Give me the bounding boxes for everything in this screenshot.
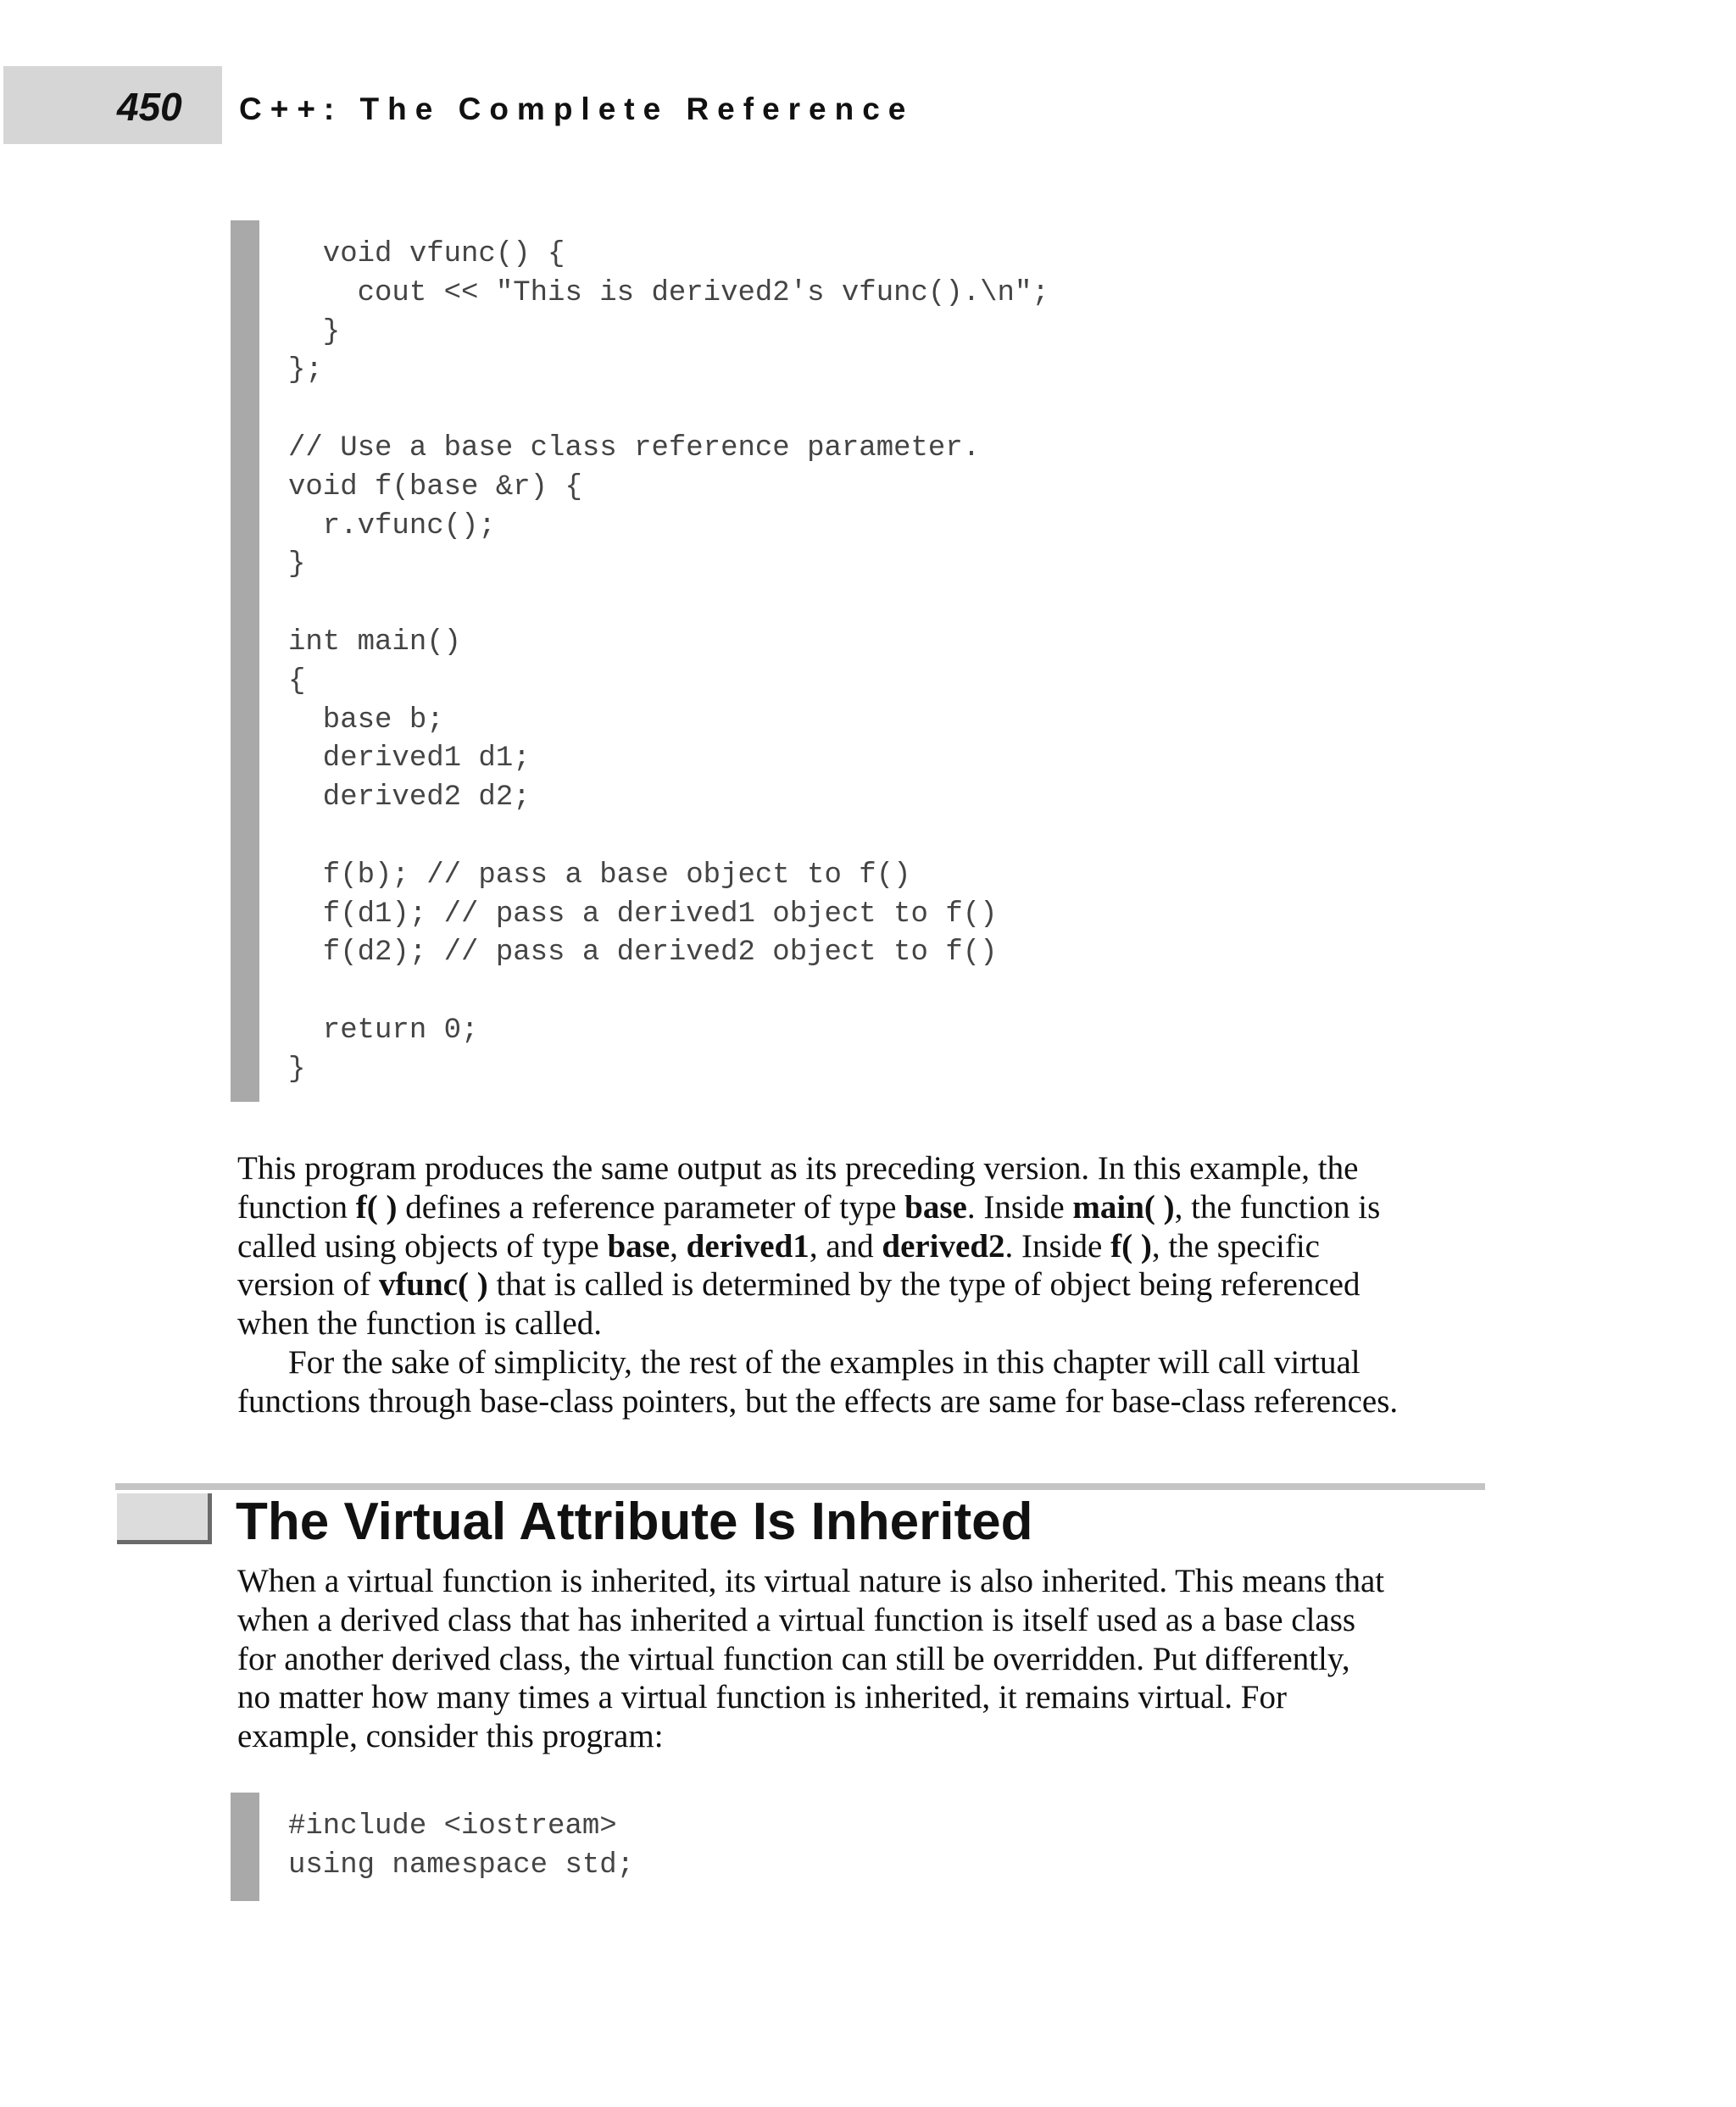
code-line: cout << "This is derived2's vfunc().\n"; [288,276,1049,309]
code-block-bar [231,220,259,1102]
text-line: no matter how many times a virtual function is inherited, it remains virtual. For [237,1679,1287,1716]
text-line: for another derived class, the virtual function can still be overridden. Put differently, [237,1640,1350,1677]
code-line: f(b); // pass a base object to f() [288,859,911,892]
code-line: void f(base &r) { [288,470,582,503]
page-number: 450 [117,85,182,129]
code-line [288,973,1049,1012]
code-term: vfunc( ) [378,1266,488,1304]
code-line [288,585,1049,624]
text-line: functions through base-class pointers, but the effects are same for base-class references. [237,1382,1399,1420]
code-line: { [288,664,306,698]
code-line: base b; [288,703,444,737]
text-line: when the function is called. [237,1305,602,1343]
body-paragraph [237,1562,1492,1756]
section-rule [115,1483,1485,1490]
code-line: }; [288,354,323,387]
text-line: function f( ) defines a reference parameter of type base. Inside main( ), the function is [237,1188,1381,1226]
section-heading: The Virtual Attribute Is Inherited [236,1493,1033,1551]
code-line: r.vfunc(); [288,509,496,542]
code-term: base [607,1227,670,1265]
code-term: base [904,1188,967,1226]
text-line: version of vfunc( ) that is called is determined by the type of object being referenced [237,1266,1360,1304]
code-term: f( ) [1110,1227,1152,1265]
page-number-box [3,66,222,144]
code-line: } [288,315,341,348]
code-term: main( ) [1072,1188,1175,1226]
code-line [288,391,1049,430]
code-line: int main() [288,625,462,659]
code-term: derived1 [686,1227,810,1265]
body-paragraph [237,1343,1492,1421]
text-line: This program produces the same output as its preceding version. In this example, the [237,1150,1359,1187]
text-line: called using objects of type base, derived1, and derived2. Inside f( ), the specific [237,1227,1320,1265]
code-line: #include <iostream> [288,1810,617,1843]
code-line: // Use a base class reference parameter. [288,431,981,464]
code-line [288,818,1049,857]
running-head: C++: The Complete Reference [239,92,915,126]
code-term: f( ) [355,1188,398,1226]
code-block [288,236,1049,1090]
code-line: derived1 d1; [288,742,531,776]
code-line: void vfunc() { [288,238,565,270]
body-paragraph [237,1149,1492,1343]
code-block [288,1808,634,1886]
text-line: For the sake of simplicity, the rest of the examples in this chapter will call virtual [288,1344,1360,1381]
code-line: } [288,1053,306,1086]
section-heading-box [117,1493,212,1544]
code-line: f(d1); // pass a derived1 object to f() [288,898,998,931]
text-line: example, consider this program: [237,1718,664,1755]
code-line: return 0; [288,1014,479,1047]
text-line: When a virtual function is inherited, its virtual nature is also inherited. This means that [237,1563,1385,1599]
code-line: derived2 d2; [288,781,531,814]
code-line: using namespace std; [288,1848,635,1882]
code-block-bar [231,1793,259,1901]
code-term: derived2 [882,1227,1005,1265]
code-line: f(d2); // pass a derived2 object to f() [288,937,998,970]
code-line: } [288,548,306,581]
text-line: when a derived class that has inherited a virtual function is itself used as a base class [237,1601,1356,1638]
